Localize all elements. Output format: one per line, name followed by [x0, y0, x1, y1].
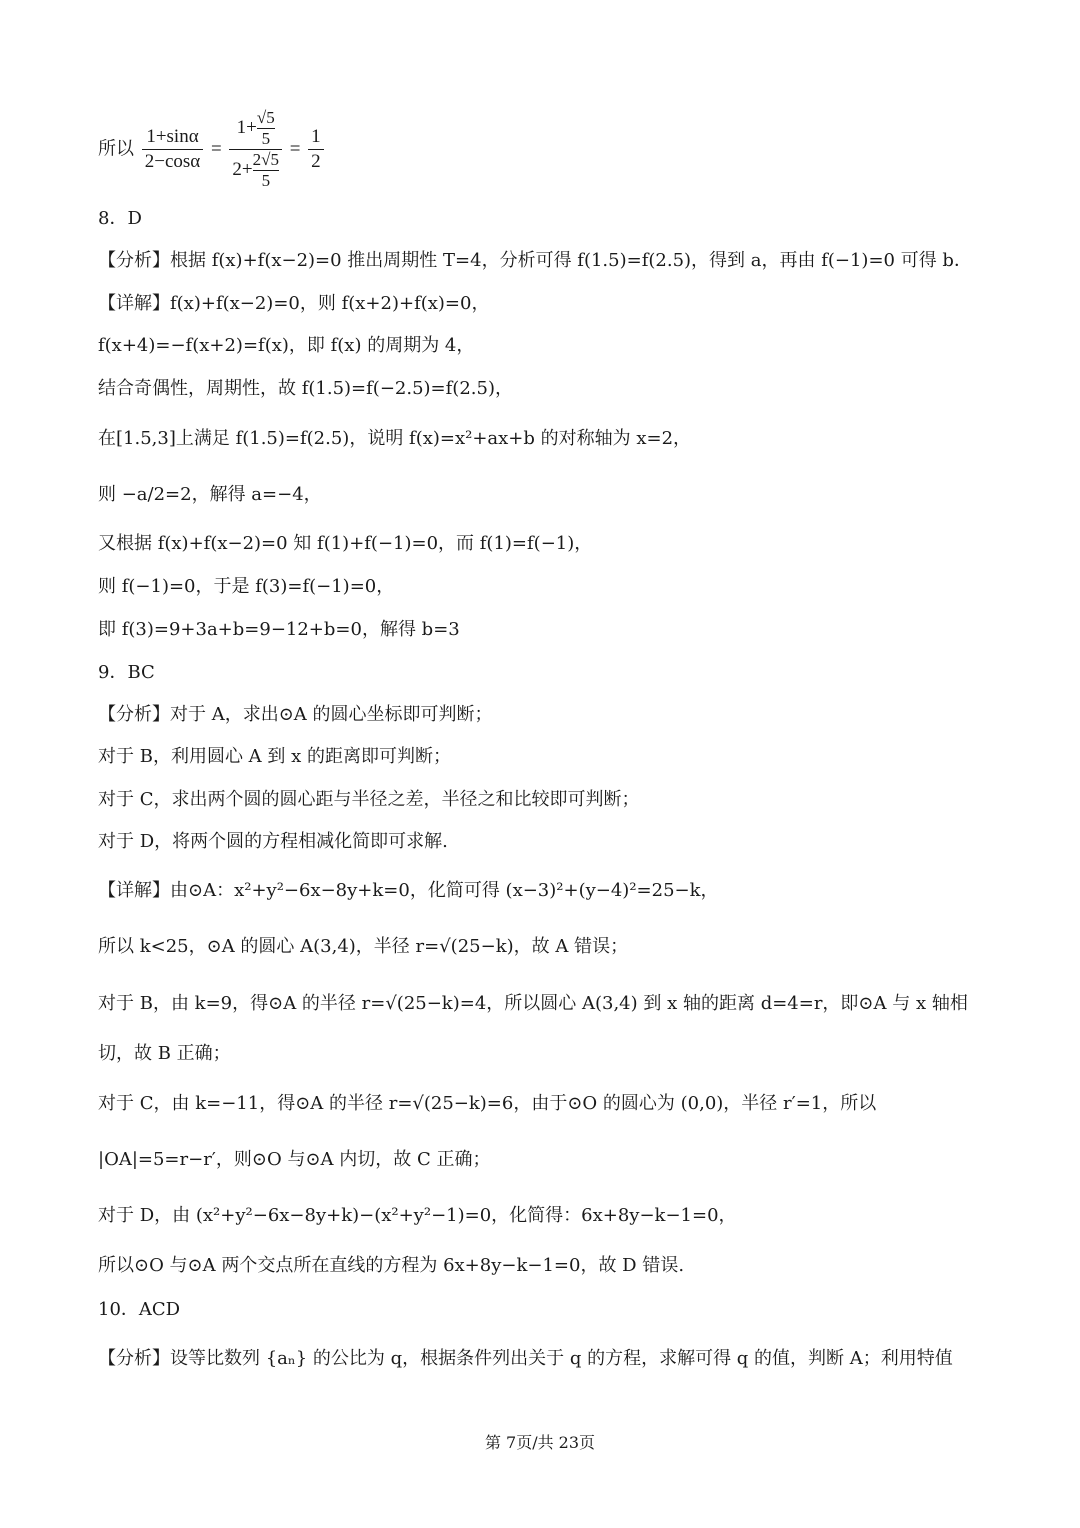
detail-text: 对于 B，由 k=9，得⊙A 的半径 r=√(25−k)=4，所以圆心 A(3,4) 到 x 轴的距离 d=4=r，即⊙A 与 x 轴相 — [98, 993, 968, 1014]
page-footer: 第 7页/共 23页 — [484, 1433, 596, 1452]
detail-text: 又根据 f(x)+f(x−2)=0 知 f(1)+f(−1)=0，而 f(1)=f(−1)， — [98, 533, 593, 554]
mid-denominator-inner-num: 2√5 — [252, 150, 279, 169]
detail-text: 则 f(−1)=0，于是 f(3)=f(−1)=0， — [98, 576, 395, 597]
rhs-denominator: 2 — [311, 151, 321, 172]
detail-text: 切，故 B 正确； — [98, 1043, 231, 1064]
detail-text: 则 −a/2=2，解得 a=−4， — [98, 484, 322, 505]
detail-text: 即 f(3)=9+3a+b=9−12+b=0，解得 b=3 — [98, 619, 460, 640]
lhs-fraction — [142, 125, 204, 174]
rhs-numerator: 1 — [308, 125, 324, 150]
analysis-text: 【分析】根据 f(x)+f(x−2)=0 推出周期性 T=4，分析可得 f(1.5)=f(2.5)，得到 a，再由 f(−1)=0 可得 b． — [98, 250, 972, 271]
formula-line — [98, 108, 326, 191]
equals-sign: = — [210, 138, 222, 160]
detail-text: 所以 k<25，⊙A 的圆心 A(3,4)，半径 r=√(25−k)，故 A 错误； — [98, 936, 629, 957]
analysis-text: 【分析】对于 A，求出⊙A 的圆心坐标即可判断； — [98, 704, 493, 725]
mid-fraction — [229, 108, 282, 191]
mid-numerator-left: 1+ — [236, 116, 257, 138]
detail-text: 所以⊙O 与⊙A 两个交点所在直线的方程为 6x+8y−k−1=0，故 D 错误. — [98, 1255, 685, 1276]
equals-sign: = — [289, 138, 301, 160]
detail-text: 对于 D，由 (x²+y²−6x−8y+k)−(x²+y²−1)=0，化简得：6x+8y−k−1=0， — [98, 1205, 737, 1226]
lhs-numerator: 1+sinα — [142, 125, 204, 150]
mid-denominator-inner-den: 5 — [261, 171, 271, 190]
detail-text: f(x+4)=−f(x+2)=f(x)，即 f(x) 的周期为 4， — [98, 335, 475, 356]
detail-text: |OA|=5=r−r′，则⊙O 与⊙A 内切，故 C 正确； — [98, 1149, 491, 1170]
mid-denominator-left: 2+ — [232, 158, 253, 180]
mid-numerator-inner-num: √5 — [256, 108, 275, 127]
mid-numerator — [229, 108, 282, 150]
detail-text: 结合奇偶性，周期性，故 f(1.5)=f(−2.5)=f(2.5)， — [98, 378, 513, 399]
answer-heading: 10．ACD — [98, 1299, 181, 1320]
analysis-text: 对于 D，将两个圆的方程相减化简即可求解. — [98, 831, 448, 852]
mid-denominator — [229, 150, 282, 191]
mid-denominator-inner — [253, 150, 279, 191]
lhs-denominator: 2−cosα — [144, 151, 201, 172]
detail-text: 【详解】f(x)+f(x−2)=0，则 f(x+2)+f(x)=0， — [98, 293, 490, 314]
formula-prefix: 所以 — [98, 138, 134, 160]
detail-text: 对于 C，由 k=−11，得⊙A 的半径 r=√(25−k)=6，由于⊙O 的圆心为 (0,0)，半径 r′=1，所以 — [98, 1093, 877, 1114]
detail-text: 在[1.5,3]上满足 f(1.5)=f(2.5)，说明 f(x)=x²+ax+b 的对称轴为 x=2， — [98, 428, 692, 449]
analysis-text: 对于 C，求出两个圆的圆心距与半径之差，半径之和比较即可判断； — [98, 789, 640, 810]
detail-text: 【详解】由⊙A：x²+y²−6x−8y+k=0，化简可得 (x−3)²+(y−4)²=25−k， — [98, 880, 719, 901]
mid-numerator-inner-den: 5 — [261, 129, 271, 148]
rhs-fraction — [308, 125, 324, 174]
mid-numerator-inner — [257, 108, 275, 149]
answer-heading: 8．D — [98, 208, 142, 229]
analysis-text: 【分析】设等比数列 {aₙ} 的公比为 q，根据条件列出关于 q 的方程，求解可得 q 的值，判断 A；利用特值 — [98, 1348, 953, 1369]
analysis-text: 对于 B，利用圆心 A 到 x 的距离即可判断； — [98, 746, 451, 767]
answer-heading: 9．BC — [98, 662, 155, 683]
